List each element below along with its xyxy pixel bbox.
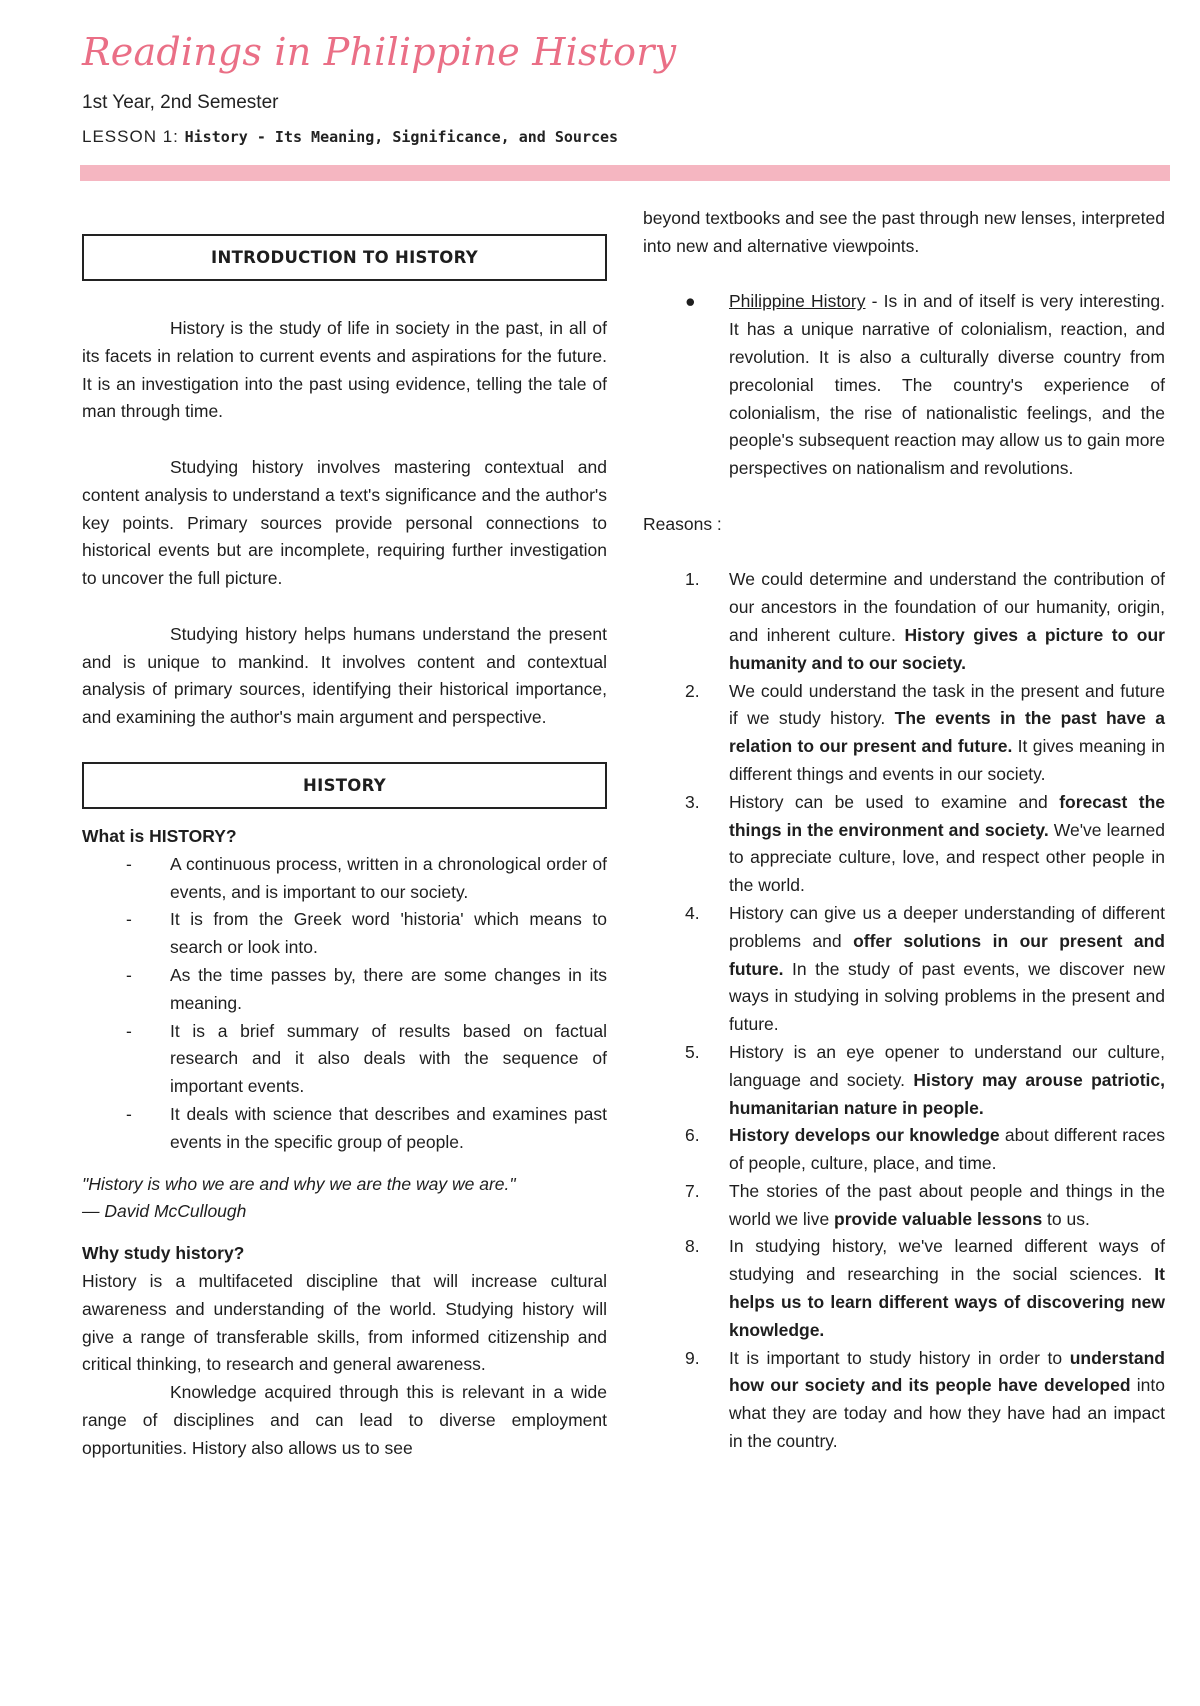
reason-item [643, 900, 1165, 1039]
ph-bullet-list [643, 288, 1165, 483]
reason-text: to us. [1042, 1208, 1090, 1229]
list-item: - A continuous process, written in a chronological order of events, and is important to our society. [82, 851, 607, 907]
bullet-icon: ● [685, 291, 696, 312]
reason-text: It gives meaning in different things and events in our society. [729, 736, 1165, 784]
reason-emphasis: It helps us to learn different ways of discovering new knowledge. [729, 1264, 1165, 1340]
year-semester: 1st Year, 2nd Semester [82, 92, 279, 113]
reason-text: The stories of the past about people and things in the world we live [729, 1180, 1165, 1229]
reason-text: into what they are today and how they have had an impact in the country. [729, 1375, 1166, 1452]
reason-item [643, 1178, 1165, 1234]
continuation-paragraph: beyond textbooks and see the past through new lenses, interpreted into new and alternative viewpoints. [643, 208, 1165, 256]
reason-emphasis: History develops our knowledge [729, 1125, 1000, 1146]
left-column [82, 234, 607, 1462]
reason-number: 9. [685, 1347, 700, 1368]
reason-item [643, 789, 1165, 900]
list-item: - It is from the Greek word 'historia' which means to search or look into. [82, 906, 607, 962]
ph-term: Philippine History [729, 291, 866, 312]
reason-emphasis: provide valuable lessons [834, 1208, 1043, 1229]
reason-number: 6. [685, 1125, 700, 1146]
quote-author: — David McCullough [82, 1201, 247, 1222]
reason-number: 4. [685, 902, 700, 923]
reason-emphasis: offer solutions in our present and future. [729, 930, 1165, 979]
reason-emphasis: understand how our society and its people have developed [729, 1347, 1165, 1396]
history-heading-box [82, 762, 607, 809]
reason-emphasis: History gives a picture to our humanity and to our society. [729, 624, 1165, 673]
what-is-heading: What is HISTORY? [82, 825, 237, 846]
reasons-label: Reasons : [643, 513, 722, 534]
list-item: - It deals with science that describes and examines past events in the specific group of people. [82, 1101, 607, 1157]
quote-text: "History is who we are and why we are the way we are." [82, 1173, 516, 1194]
reason-text: In the study of past events, we discover new ways in studying in solving problems in the present and future. [729, 958, 1165, 1035]
list-item: - As the time passes by, there are some changes in its meaning. [82, 962, 607, 1018]
reason-text: about different races of people, culture, place, and time. [729, 1125, 1165, 1174]
reason-text: In studying history, we've learned different ways of studying and researching in the social sciences. [729, 1236, 1165, 1285]
intro-heading-box [82, 234, 607, 281]
intro-paragraph-1: History is the study of life in society in the past, in all of its facets in relation to current events and aspirations for the future. It is an investigation into the past using evidence, telling the tale of man through time. [82, 318, 607, 422]
right-column [643, 205, 1165, 1456]
knowledge-paragraph: Knowledge acquired through this is relevant in a wide range of disciplines and can lead to diverse employment opportunities. History also allows us to see [82, 1382, 607, 1458]
why-paragraph: History is a multifaceted discipline that will increase cultural awareness and understanding of the world. Studying history will give a range of transferable skills, from informed citizenship and critical thinking, to research and general awareness. [82, 1270, 607, 1375]
intro-heading: INTRODUCTION TO HISTORY [211, 247, 478, 267]
reason-item [643, 678, 1165, 789]
reason-item [643, 1039, 1165, 1122]
lesson-line [82, 127, 618, 147]
intro-paragraph-3: Studying history helps humans understand the present and is unique to mankind. It involves content and contextual analysis of primary sources, identifying their historical importance, and examining the author's main argument and perspective. [82, 623, 607, 728]
reason-emphasis: The events in the past have a relation to our present and future. [729, 708, 1165, 757]
reason-item [643, 566, 1165, 677]
reasons-list [643, 566, 1165, 1456]
lesson-prefix: LESSON 1: [82, 127, 185, 146]
reason-number: 3. [685, 791, 700, 812]
list-item [643, 288, 1165, 483]
reason-text: History can give us a deeper understanding of different problems and [729, 902, 1165, 951]
what-is-list [82, 851, 607, 1157]
history-heading: HISTORY [303, 775, 386, 795]
document-title: Readings in Philippine History [82, 30, 677, 74]
reason-number: 7. [685, 1180, 700, 1201]
reason-number: 2. [685, 680, 700, 701]
reason-text: We've learned to appreciate culture, love, and respect other people in the world. [729, 819, 1165, 896]
list-item: - It is a brief summary of results based on factual research and it also deals with the sequence of important events. [82, 1018, 607, 1101]
reason-text: We could determine and understand the contribution of our ancestors in the foundation of our humanity, origin, and inherent culture. [729, 569, 1165, 645]
reason-text: We could understand the task in the present and future if we study history. [729, 680, 1165, 729]
reason-text: History is an eye opener to understand our culture, language and society. [729, 1041, 1165, 1090]
reason-number: 8. [685, 1236, 700, 1257]
reason-emphasis: forecast the things in the environment and society. [729, 791, 1165, 840]
reason-item [643, 1233, 1165, 1344]
lesson-title: History - Its Meaning, Significance, and Sources [184, 128, 619, 146]
reason-item [643, 1345, 1165, 1456]
reason-number: 1. [685, 569, 700, 590]
why-heading: Why study history? [82, 1243, 245, 1264]
reason-number: 5. [685, 1041, 700, 1062]
reason-item [643, 1122, 1165, 1178]
intro-paragraph-2: Studying history involves mastering contextual and content analysis to understand a text's significance and the author's key points. Primary sources provide personal connections to historical events but are incomplete, requiring further investigation to uncover the full picture. [82, 456, 607, 589]
reason-emphasis: History may arouse patriotic, humanitarian nature in people. [729, 1069, 1165, 1118]
ph-description: - Is in and of itself is very interesting. It has a unique narrative of colonialism, reaction, and revolution. It is also a culturally diverse country from precolonial times. The country's experience of colonialism, the rise of nationalistic feelings, and the people's subsequent reaction may allow us to gain more perspectives on nationalism and revolutions. [729, 291, 1165, 479]
header-divider-bar [80, 165, 1170, 181]
reason-text: It is important to study history in order to [729, 1347, 1070, 1368]
reason-text: History can be used to examine and [729, 791, 1060, 812]
